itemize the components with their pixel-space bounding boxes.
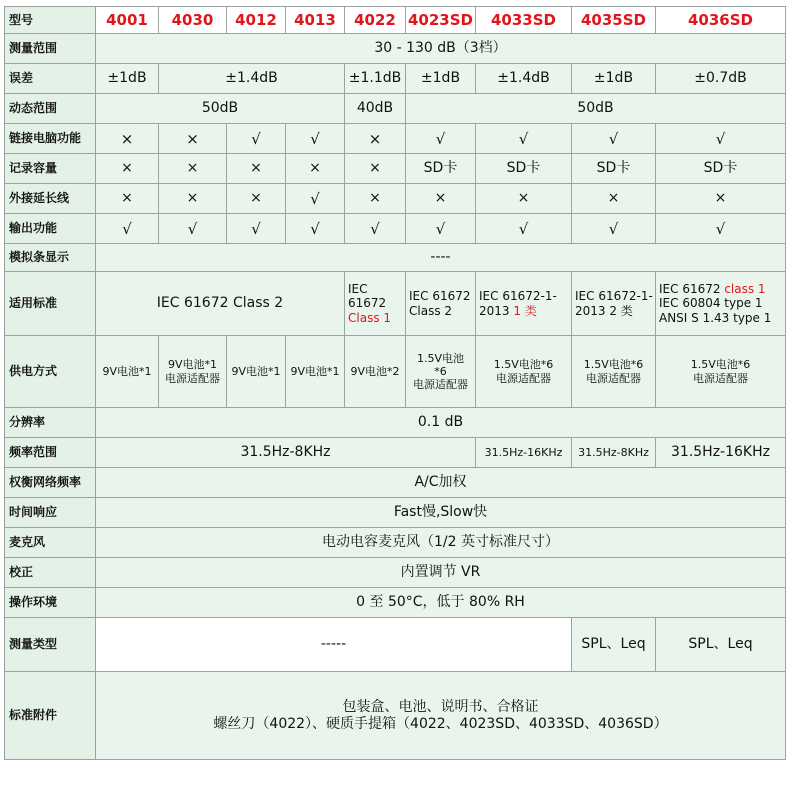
cell-value: ±1dB [572, 64, 656, 94]
cell-mark: √ [476, 124, 572, 154]
cell-value: ±0.7dB [656, 64, 786, 94]
model-4036sd: 4036SD [656, 7, 786, 34]
cell-mark: √ [572, 214, 656, 244]
cell-value: ---- [96, 244, 786, 272]
row-extension-cable [5, 184, 786, 214]
row-record-capacity [5, 154, 786, 184]
row-label: 校正 [5, 558, 96, 588]
spec-comparison-table [4, 6, 786, 760]
standard-4023sd: IEC 61672 Class 2 [406, 272, 476, 336]
row-label: 时间响应 [5, 498, 96, 528]
cell-value: 31.5Hz-16KHz [656, 438, 786, 468]
cell-mark: √ [159, 214, 227, 244]
row-calibration [5, 558, 786, 588]
model-4012: 4012 [227, 7, 286, 34]
cell-mark: √ [286, 184, 345, 214]
row-time-response [5, 498, 786, 528]
cell-mark: × [345, 154, 406, 184]
cell-value: Fast慢,Slow快 [96, 498, 786, 528]
cell-mark: √ [656, 214, 786, 244]
row-label: 误差 [5, 64, 96, 94]
power-4033sd: 1.5V电池*6 电源适配器 [476, 336, 572, 408]
row-pc-link [5, 124, 786, 154]
row-accessories [5, 672, 786, 760]
row-label: 链接电脑功能 [5, 124, 96, 154]
cell-mark: √ [96, 214, 159, 244]
power-4013: 9V电池*1 [286, 336, 345, 408]
row-label: 外接延长线 [5, 184, 96, 214]
cell-value: SD卡 [476, 154, 572, 184]
cell-mark: × [406, 184, 476, 214]
cell-mark: × [345, 124, 406, 154]
model-4023sd: 4023SD [406, 7, 476, 34]
header-label: 型号 [5, 7, 96, 34]
cell-mark: √ [406, 214, 476, 244]
cell-mark: × [159, 154, 227, 184]
cell-mark: √ [572, 124, 656, 154]
row-label: 权衡网络频率 [5, 468, 96, 498]
cell-mark: √ [286, 214, 345, 244]
cell-mark: × [227, 184, 286, 214]
row-label: 操作环境 [5, 588, 96, 618]
cell-mark: √ [476, 214, 572, 244]
model-4033sd: 4033SD [476, 7, 572, 34]
cell-value: SPL、Leq [572, 618, 656, 672]
row-measure-range [5, 34, 786, 64]
cell-value: ±1dB [406, 64, 476, 94]
row-standard [5, 272, 786, 336]
row-label: 测量类型 [5, 618, 96, 672]
header-row [5, 7, 786, 34]
row-resolution [5, 408, 786, 438]
row-label: 记录容量 [5, 154, 96, 184]
cell-value: SD卡 [406, 154, 476, 184]
row-label: 模拟条显示 [5, 244, 96, 272]
cell-mark: × [286, 154, 345, 184]
cell-value: 电动电容麦克风（1/2 英寸标准尺寸） [96, 528, 786, 558]
power-4036sd: 1.5V电池*6 电源适配器 [656, 336, 786, 408]
cell-mark: × [96, 124, 159, 154]
power-4023sd: 1.5V电池 *6 电源适配器 [406, 336, 476, 408]
cell-value: 30 - 130 dB（3档） [96, 34, 786, 64]
cell-value: 0 至 50°C，低于 80% RH [96, 588, 786, 618]
cell-value: 内置调节 VR [96, 558, 786, 588]
row-bar-display [5, 244, 786, 272]
cell-value: 31.5Hz-16KHz [476, 438, 572, 468]
cell-value: A/C加权 [96, 468, 786, 498]
standard-4033sd: IEC 61672-1- 2013 1 类 [476, 272, 572, 336]
row-label: 适用标准 [5, 272, 96, 336]
cell-mark: √ [656, 124, 786, 154]
cell-value: IEC 61672 Class 2 [96, 272, 345, 336]
row-measurement-type [5, 618, 786, 672]
cell-mark: × [345, 184, 406, 214]
cell-value: 40dB [345, 94, 406, 124]
cell-value: SPL、Leq [656, 618, 786, 672]
cell-mark: × [227, 154, 286, 184]
cell-value: 31.5Hz-8KHz [572, 438, 656, 468]
cell-mark: √ [286, 124, 345, 154]
row-weighting [5, 468, 786, 498]
row-label: 频率范围 [5, 438, 96, 468]
power-4012: 9V电池*1 [227, 336, 286, 408]
cell-mark: √ [345, 214, 406, 244]
row-label: 麦克风 [5, 528, 96, 558]
cell-value: 50dB [406, 94, 786, 124]
row-power [5, 336, 786, 408]
standard-4022: IEC 61672 Class 1 [345, 272, 406, 336]
cell-value: ±1.4dB [159, 64, 345, 94]
cell-value: 0.1 dB [96, 408, 786, 438]
cell-mark: × [159, 124, 227, 154]
power-4022: 9V电池*2 [345, 336, 406, 408]
model-4035sd: 4035SD [572, 7, 656, 34]
standard-4036sd: IEC 61672 class 1 IEC 60804 type 1 ANSI S 1.43 type 1 [656, 272, 786, 336]
row-label: 动态范围 [5, 94, 96, 124]
cell-mark: √ [227, 214, 286, 244]
cell-value: ----- [96, 618, 572, 672]
cell-mark: × [159, 184, 227, 214]
standard-4035sd: IEC 61672-1- 2013 2 类 [572, 272, 656, 336]
cell-mark: √ [406, 124, 476, 154]
row-label: 分辨率 [5, 408, 96, 438]
cell-mark: × [572, 184, 656, 214]
row-dynamic-range [5, 94, 786, 124]
row-frequency-range [5, 438, 786, 468]
row-label: 标准附件 [5, 672, 96, 760]
model-4001: 4001 [96, 7, 159, 34]
cell-mark: × [96, 154, 159, 184]
row-error [5, 64, 786, 94]
power-4030: 9V电池*1 电源适配器 [159, 336, 227, 408]
accessories-value: 包装盒、电池、说明书、合格证 螺丝刀（4022）、硬质手提箱（4022、4023SD、4033SD、4036SD） [96, 672, 786, 760]
power-4001: 9V电池*1 [96, 336, 159, 408]
model-4013: 4013 [286, 7, 345, 34]
row-environment [5, 588, 786, 618]
cell-value: SD卡 [656, 154, 786, 184]
model-4030: 4030 [159, 7, 227, 34]
row-output [5, 214, 786, 244]
cell-mark: × [96, 184, 159, 214]
cell-value: 50dB [96, 94, 345, 124]
cell-mark: × [656, 184, 786, 214]
model-4022: 4022 [345, 7, 406, 34]
cell-mark: √ [227, 124, 286, 154]
row-label: 测量范围 [5, 34, 96, 64]
row-label: 输出功能 [5, 214, 96, 244]
cell-mark: × [476, 184, 572, 214]
cell-value: SD卡 [572, 154, 656, 184]
cell-value: 31.5Hz-8KHz [96, 438, 476, 468]
cell-value: ±1.1dB [345, 64, 406, 94]
power-4035sd: 1.5V电池*6 电源适配器 [572, 336, 656, 408]
row-label: 供电方式 [5, 336, 96, 408]
cell-value: ±1.4dB [476, 64, 572, 94]
cell-value: ±1dB [96, 64, 159, 94]
row-microphone [5, 528, 786, 558]
